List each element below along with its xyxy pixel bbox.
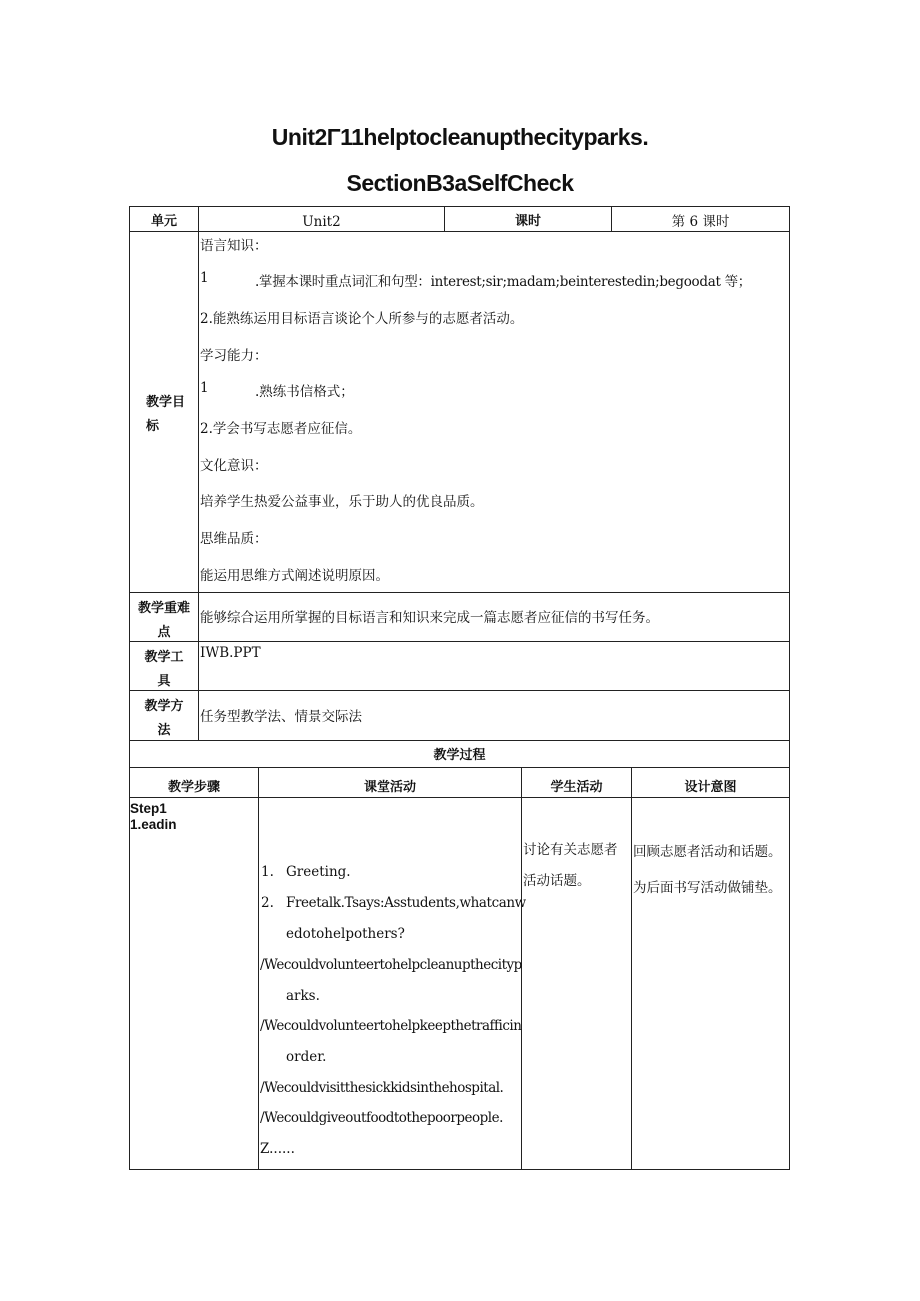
- design-line2: 为后面书写活动做铺垫。: [633, 880, 782, 896]
- culture-heading: 文化意识：: [200, 458, 268, 474]
- unit-value: Unit2: [302, 214, 341, 230]
- methods-value: 任务型教学法、情景交际法: [200, 709, 362, 725]
- answer-1-line2: arks.: [286, 988, 320, 1004]
- design-line1: 回顾志愿者活动和话题。: [633, 844, 782, 860]
- process-heading: 教学过程: [433, 748, 486, 763]
- col-steps-header: 教学步骤: [167, 780, 220, 795]
- student-activity-line1: 讨论有关志愿者: [523, 842, 618, 858]
- tools-label: 教学工 具: [144, 650, 184, 689]
- answer-3: /Wecouldvisitthesickkidsinthehospital.: [260, 1080, 504, 1096]
- thinking-heading: 思维品质：: [200, 531, 268, 547]
- tools-value: IWB.PPT: [200, 645, 261, 661]
- answer-4: /Wecouldgiveoutfoodtothepoorpeople.: [260, 1110, 503, 1126]
- culture-item: 培养学生热爱公益事业，乐于助人的优良品质。: [200, 494, 484, 510]
- period-value: 第 6 课时: [671, 214, 730, 230]
- document-subtitle: SectionB3aSelfCheck: [346, 170, 574, 196]
- ability-item-1: .熟练书信格式；: [255, 384, 354, 400]
- col-design-header: 设计意图: [684, 780, 737, 795]
- period-label: 课时: [514, 214, 541, 229]
- activity-2-number: 2.: [261, 895, 274, 911]
- methods-label: 教学方 法: [144, 699, 184, 738]
- unit-label: 单元: [150, 214, 177, 229]
- col-student-activity-header: 学生活动: [550, 780, 603, 795]
- step-title: Step1: [130, 801, 167, 816]
- step-subtitle: 1.eadin: [130, 817, 177, 832]
- activity-2-line2: edotohelpothers?: [286, 926, 405, 942]
- language-item-number: 1: [200, 270, 209, 286]
- answer-2-line1: /Wecouldvolunteertohelpkeepthetrafficin: [260, 1018, 522, 1034]
- answer-1-line1: /Wecouldvolunteertohelpcleanupthecityp: [260, 957, 522, 973]
- activity-1-number: 1.: [261, 864, 274, 880]
- thinking-item: 能运用思维方式阐述说明原因。: [200, 568, 389, 584]
- key-points-value: 能够综合运用所掌握的目标语言和知识来完成一篇志愿者应征信的书写任务。: [200, 610, 659, 626]
- key-points-label: 教学重难 点: [137, 601, 190, 640]
- answer-5: Z......: [260, 1141, 295, 1157]
- ability-item-number: 1: [200, 380, 209, 396]
- ability-heading: 学习能力：: [200, 348, 268, 364]
- ability-item-2: 2.学会书写志愿者应征信。: [200, 421, 362, 437]
- activity-2-line1: Freetalk.Tsays:Asstudents,whatcanw: [286, 895, 526, 911]
- activity-1: Greeting.: [286, 864, 351, 880]
- language-item-2: 2.能熟练运用目标语言谈论个人所参与的志愿者活动。: [200, 311, 524, 327]
- answer-2-line2: order.: [286, 1049, 327, 1065]
- language-heading: 语言知识：: [200, 238, 268, 254]
- objectives-label: 教学目 标: [146, 395, 186, 434]
- student-activity-line2: 活动话题。: [523, 873, 591, 889]
- col-class-activity-header: 课堂活动: [363, 780, 416, 795]
- document-title: Unit2Γ11helptocleanupthecityparks.: [271, 124, 649, 150]
- language-item-1: .掌握本课时重点词汇和句型：interest;sir;madam;beinterestedin;begoodat 等；: [255, 274, 751, 290]
